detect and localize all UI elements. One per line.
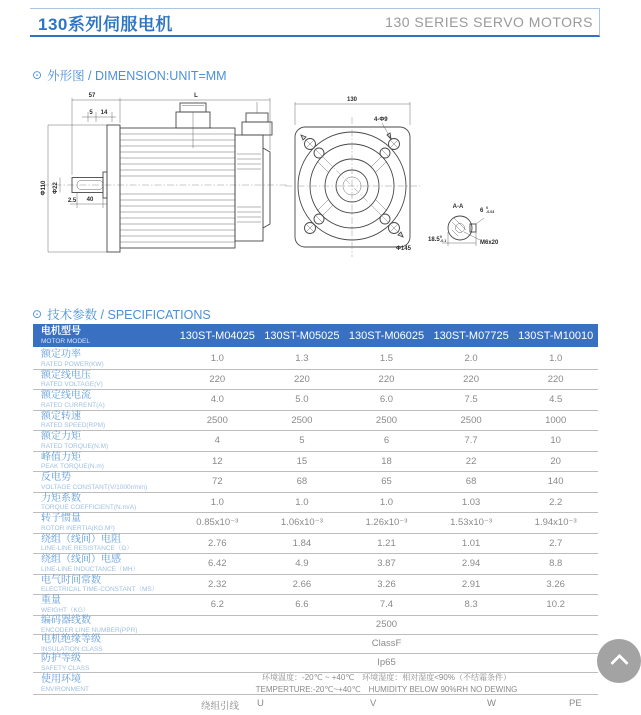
motor-dimension-svg bbox=[30, 88, 600, 296]
table-row bbox=[33, 370, 598, 391]
cell-value: 2.76 bbox=[208, 537, 227, 549]
row-label-zh: 峰值力矩 bbox=[41, 451, 81, 463]
dimension-drawing bbox=[30, 88, 600, 296]
cell-value: 220 bbox=[547, 373, 564, 385]
row-label-zh: 电机绝缘等级 bbox=[41, 634, 101, 646]
cell-value: 1.26x10⁻³ bbox=[365, 517, 408, 529]
header-label-en: MOTOR MODEL bbox=[41, 337, 90, 345]
row-label-zh: 反电势 bbox=[41, 472, 71, 484]
cell-value: 20 bbox=[550, 455, 561, 467]
cell-value: 4.0 bbox=[210, 394, 224, 406]
cell-value: 1.21 bbox=[377, 537, 396, 549]
cell-value: 1.03 bbox=[461, 496, 481, 508]
page-header bbox=[30, 8, 600, 37]
cell-value: 15 bbox=[296, 455, 308, 467]
specifications-table bbox=[33, 324, 598, 715]
dim-key-width: 6 bbox=[480, 208, 484, 214]
row-label-en: RATED CURRENT(A) bbox=[41, 401, 105, 409]
row-label-zh: 额定线电压 bbox=[41, 369, 91, 381]
cell-value: 1.01 bbox=[461, 537, 481, 549]
cell-value: 1.0 bbox=[379, 496, 394, 508]
table-row bbox=[33, 472, 598, 493]
cell-value: 1.3 bbox=[295, 353, 309, 365]
dim-key-width-tol-top: 0 bbox=[486, 206, 488, 210]
dim-shaft-flat-tol-top: 0 bbox=[440, 235, 442, 239]
cell-span-value: ClassF bbox=[371, 638, 402, 650]
table-row bbox=[33, 349, 598, 370]
cell-value: 72 bbox=[212, 476, 223, 488]
cell-value: 4.9 bbox=[295, 558, 309, 570]
table-row-span bbox=[33, 635, 598, 654]
row-label-en: RATED POWER(KW) bbox=[41, 360, 104, 368]
cell-span-value: Ip65 bbox=[377, 657, 396, 669]
cell-value: 2500 bbox=[206, 414, 228, 426]
cell-value: 1.94x10⁻³ bbox=[534, 517, 577, 529]
table-row bbox=[33, 411, 598, 432]
column-header-model: 130ST-M10010 bbox=[518, 329, 594, 342]
page-title-en: 130 SERIES SERVO MOTORS bbox=[385, 14, 593, 30]
row-label-zh: 额定线电流 bbox=[41, 390, 91, 402]
dim-key-offset: 2.5 bbox=[67, 198, 77, 204]
environment-line-zh: 环境温度：-20℃ ~ +40℃ 环境湿度：相对湿度<90%（不结霜条件） bbox=[262, 673, 511, 683]
clipped-label: 绕组引线 bbox=[201, 701, 240, 713]
clipped-value: W bbox=[487, 698, 496, 710]
table-row bbox=[33, 452, 598, 473]
cell-value: 7.4 bbox=[379, 599, 394, 611]
column-header-model: 130ST-M07725 bbox=[433, 329, 509, 342]
cell-value: 1.0 bbox=[210, 353, 224, 365]
row-label-en: RATED SPEED(RPM) bbox=[41, 422, 106, 430]
table-row-span bbox=[33, 616, 598, 635]
dim-key-length: 40 bbox=[86, 197, 94, 203]
row-label-en: LINE-LINE INDUCTANCE（MH） bbox=[41, 565, 140, 573]
row-label-en: WEIGHT（KG） bbox=[41, 606, 90, 614]
dim-holes: 4-Φ9 bbox=[374, 117, 388, 123]
row-label-zh: 额定功率 bbox=[41, 349, 81, 361]
row-label-zh: 转子惯量 bbox=[41, 513, 81, 525]
row-label-en: RATED VOLTAGE(V) bbox=[41, 381, 103, 389]
cell-value: 22 bbox=[465, 455, 477, 467]
dim-tap: M6x20 bbox=[480, 240, 499, 246]
table-row bbox=[33, 493, 598, 514]
cell-value: 140 bbox=[547, 476, 564, 488]
row-label-en: VOLTAGE CONSTANT(V/1000r/min) bbox=[41, 483, 148, 491]
page-title-zh: 130系列伺服电机 bbox=[38, 14, 173, 34]
table-row bbox=[33, 431, 598, 452]
cell-value: 10.2 bbox=[546, 599, 565, 611]
cell-value: 6.42 bbox=[208, 558, 227, 570]
cell-value: 65 bbox=[381, 476, 392, 488]
cell-value: 2.66 bbox=[292, 578, 312, 590]
row-label-en: TORQUE COEFFICIENT(N.m/A) bbox=[41, 504, 137, 512]
row-label-en: ROTOR INERTIA(KG.M²) bbox=[41, 524, 115, 532]
cell-value: 12 bbox=[212, 455, 223, 467]
section-heading-dimension bbox=[32, 66, 227, 84]
row-label-en: ELECTRICAL TIME-CONSTANT（MS） bbox=[41, 586, 159, 594]
section-label-dimension: 外形图 / DIMENSION:UNIT=MM bbox=[47, 69, 227, 83]
cell-value: 2.32 bbox=[208, 578, 227, 590]
cell-value: 68 bbox=[465, 476, 477, 488]
clipped-value: U bbox=[257, 698, 264, 710]
section-label-specs: 技术参数 / SPECIFICATIONS bbox=[47, 308, 211, 322]
cell-value: 4 bbox=[214, 435, 220, 447]
row-label-en: INSULATION CLASS bbox=[41, 645, 103, 653]
cell-value: 3.26 bbox=[377, 578, 396, 590]
cell-value: 7.5 bbox=[464, 394, 478, 406]
header-label-zh: 电机型号 bbox=[41, 326, 81, 338]
row-label-en: LINE-LINE RESISTANCE（Ω） bbox=[41, 545, 133, 553]
section-heading-specs bbox=[32, 305, 211, 323]
row-label-zh: 绕组（线间）电感 bbox=[41, 554, 121, 566]
cell-value: 0.85x10⁻³ bbox=[196, 517, 239, 529]
clipped-value: V bbox=[370, 698, 377, 710]
cell-value: 2500 bbox=[375, 414, 398, 426]
table-row bbox=[33, 575, 598, 596]
cell-value: 1.0 bbox=[549, 353, 563, 365]
dim-bolt-circle: Φ145 bbox=[396, 246, 411, 252]
table-header-row bbox=[33, 324, 598, 347]
row-label-zh: 绕组（线间）电阻 bbox=[41, 533, 121, 545]
dim-flange-diameter: Φ110 bbox=[41, 180, 47, 196]
cell-value: 220 bbox=[463, 373, 479, 385]
cell-value: 4.5 bbox=[549, 394, 563, 406]
cell-value: 5.0 bbox=[295, 394, 309, 406]
dim-130: 130 bbox=[346, 97, 358, 103]
section-view-title: A-A bbox=[452, 204, 464, 210]
row-label-zh: 额定力矩 bbox=[41, 431, 81, 443]
cell-value: 1.0 bbox=[295, 496, 309, 508]
cell-value: 2.91 bbox=[461, 578, 481, 590]
column-header-model: 130ST-M04025 bbox=[179, 329, 255, 342]
table-row-environment bbox=[33, 673, 598, 695]
cell-value: 2.7 bbox=[549, 537, 563, 549]
clipped-value: PE bbox=[569, 698, 582, 710]
row-label-zh: 额定转速 bbox=[41, 410, 81, 422]
cell-value: 68 bbox=[296, 476, 308, 488]
table-row bbox=[33, 554, 598, 575]
row-label-zh: 重量 bbox=[41, 595, 61, 607]
section-bullet-icon: ⊙ bbox=[32, 68, 43, 82]
cell-value: 5 bbox=[299, 435, 305, 447]
cell-value: 8.3 bbox=[464, 599, 478, 611]
cell-value: 6.6 bbox=[295, 599, 309, 611]
cell-value: 220 bbox=[378, 373, 395, 385]
cell-value: 6.0 bbox=[379, 394, 394, 406]
header-label-cell bbox=[33, 326, 175, 345]
cell-value: 2.0 bbox=[464, 353, 478, 365]
cell-value: 8.8 bbox=[549, 558, 563, 570]
table-row bbox=[33, 534, 598, 555]
dim-shaft-flat: 18.5 bbox=[428, 237, 440, 243]
chevron-up-icon bbox=[610, 653, 628, 671]
table-row bbox=[33, 390, 598, 411]
cell-value: 1.0 bbox=[210, 496, 224, 508]
table-row bbox=[33, 513, 598, 534]
table-row-clipped bbox=[33, 695, 598, 715]
cell-value: 220 bbox=[209, 373, 226, 385]
dim-key-width-tol-bot: -0.03 bbox=[486, 210, 495, 214]
dim-57: 57 bbox=[88, 93, 96, 99]
cell-value: 6 bbox=[383, 435, 390, 447]
cell-value: 3.26 bbox=[546, 578, 565, 590]
cell-value: 1.06x10⁻³ bbox=[280, 517, 323, 529]
cell-value: 1.53x10⁻³ bbox=[450, 517, 493, 529]
cell-value: 2500 bbox=[291, 414, 313, 426]
row-label-en: PEAK TORQUE(N.m) bbox=[41, 463, 104, 471]
cell-value: 2.2 bbox=[549, 496, 563, 508]
column-header-model: 130ST-M05025 bbox=[264, 329, 340, 342]
dim-shaft-flat-tol-bot: -0.1 bbox=[440, 239, 447, 243]
environment-line-en: TEMPERTURE:-20℃~+40℃ HUMIDITY BELOW 90%RH NO DEWING bbox=[255, 684, 518, 694]
cell-value: 220 bbox=[293, 373, 310, 385]
row-label-en: RATED TORQUE(N.M) bbox=[41, 442, 109, 450]
dim-L: L bbox=[194, 93, 198, 99]
dim-14: 14 bbox=[100, 110, 108, 116]
row-label-zh: 电气时间常数 bbox=[41, 574, 101, 586]
table-row-span bbox=[33, 654, 598, 673]
cell-value: 2.94 bbox=[461, 558, 481, 570]
row-label-zh: 力矩系数 bbox=[41, 492, 81, 504]
dim-5: 5 bbox=[89, 110, 93, 116]
cell-value: 1000 bbox=[545, 414, 567, 426]
row-label-en: SAFETY CLASS bbox=[41, 664, 90, 672]
cell-value: 10 bbox=[550, 435, 561, 447]
cell-value: 6.2 bbox=[210, 599, 224, 611]
row-label-en: ENVIRONMENT bbox=[41, 685, 90, 693]
table-row bbox=[33, 595, 598, 616]
cell-value: 1.5 bbox=[379, 353, 394, 365]
row-label-zh: 编码器线数 bbox=[41, 615, 91, 627]
cell-value: 18 bbox=[381, 455, 392, 467]
cell-span-value: 2500 bbox=[375, 619, 398, 631]
row-label-en: ENCODER LINE NUMBER(PPR) bbox=[41, 626, 138, 634]
cell-value: 1.84 bbox=[292, 537, 312, 549]
row-label-zh: 使用环境 bbox=[41, 674, 81, 686]
section-bullet-icon: ⊙ bbox=[32, 307, 43, 321]
back-to-top-button[interactable] bbox=[597, 639, 641, 683]
cell-value: 2500 bbox=[460, 414, 482, 426]
dim-shaft-diameter: Φ22 bbox=[53, 182, 59, 194]
column-header-model: 130ST-M06025 bbox=[348, 329, 425, 342]
cell-value: 3.87 bbox=[377, 558, 396, 570]
row-label-zh: 防护等级 bbox=[41, 653, 81, 665]
cell-environment bbox=[175, 673, 598, 694]
cell-value: 7.7 bbox=[464, 435, 478, 447]
